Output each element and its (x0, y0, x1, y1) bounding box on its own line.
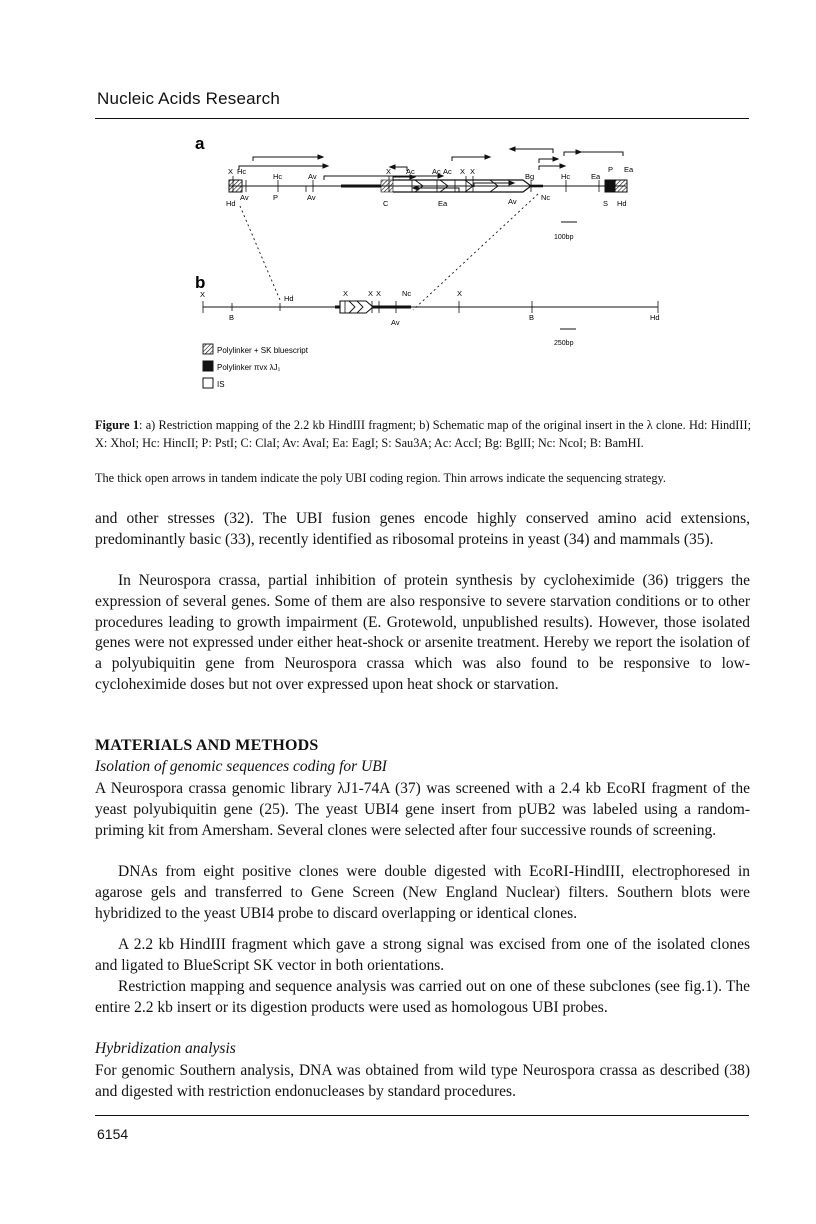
map-b (203, 301, 658, 313)
svg-text:Av: Av (240, 193, 249, 202)
paragraph: A 2.2 kb HindIII fragment which gave a strong signal was excised from one of the isolated clones and ligated to BlueScript SK vector in both orientations. (95, 936, 750, 974)
svg-text:Ac: Ac (406, 167, 415, 176)
caption-text: : a) Restriction mapping of the 2.2 kb HindIII fragment; b) Schematic map of the original insert in the λ clone. Hd: HindIII; X: XhoI; Hc: HincII; P: PstI; C: ClaI; Av: AvaI; Ea: EagI; S: Sau3A; Ac: AccI; Bg: BglII; Nc: NcoI; B: BamHI. (95, 418, 751, 450)
svg-text:Bg: Bg (525, 172, 535, 181)
svg-text:Av: Av (508, 197, 517, 206)
panel-b-label: b (195, 273, 206, 292)
figure-1 (95, 120, 755, 400)
subsection-heading: Isolation of genomic sequences coding for UBI (95, 758, 387, 775)
svg-text:Av: Av (391, 318, 400, 327)
svg-text:Hc: Hc (561, 172, 571, 181)
svg-text:X: X (228, 167, 234, 176)
journal-title: Nucleic Acids Research (97, 89, 280, 108)
header-rule (95, 118, 749, 119)
scale-a-label: 100bp (554, 234, 574, 241)
sites-b (200, 289, 660, 327)
svg-text:Nc: Nc (541, 193, 551, 202)
subsection-heading: Hybridization analysis (95, 1040, 236, 1057)
svg-text:Nc: Nc (402, 289, 412, 298)
paragraph: Restriction mapping and sequence analysis was carried out on one of these subclones (see fig.1). The entire 2.2 kb insert or its digestion products were used as homologous UBI probes. (95, 978, 750, 1016)
footer-rule (95, 1115, 749, 1116)
caption-label: Figure 1 (95, 418, 140, 432)
svg-text:X: X (376, 289, 382, 298)
svg-text:Hc: Hc (273, 172, 283, 181)
svg-text:Ea: Ea (438, 199, 448, 208)
svg-text:Hd: Hd (284, 294, 294, 303)
svg-text:X: X (368, 289, 374, 298)
legend-item-is: IS (217, 380, 225, 389)
paragraph: DNAs from eight positive clones were double digested with EcoRI-HindIII, electrophoresed in agarose gels and transferred to Gene Screen (New England Nuclear) filters. Southern blots were hybridized to the yeast UBI4 probe to discard overlapping or identical clones. (95, 863, 750, 922)
figure-legend (203, 344, 309, 389)
mapping-lines (240, 194, 538, 310)
svg-text:X: X (200, 290, 206, 299)
svg-text:Ea: Ea (624, 165, 634, 174)
panel-a-label: a (195, 134, 205, 153)
svg-text:Hd: Hd (650, 313, 660, 322)
svg-text:X: X (470, 167, 476, 176)
page-number: 6154 (97, 1126, 129, 1142)
legend-item-polylinker-sk: Polylinker + SK bluescript (217, 346, 308, 355)
svg-text:Ac: Ac (432, 167, 441, 176)
svg-text:B: B (529, 313, 535, 322)
svg-text:Hd: Hd (226, 199, 236, 208)
scale-b-label: 250bp (554, 340, 574, 347)
sequencing-arrows (239, 147, 623, 192)
svg-text:Av: Av (307, 193, 316, 202)
svg-text:X: X (343, 289, 349, 298)
svg-text:B: B (229, 313, 235, 322)
svg-text:S: S (603, 199, 609, 208)
figure-caption (95, 417, 751, 452)
paragraph: In Neurospora crassa, partial inhibition of protein synthesis by cycloheximide (36) triggers the expression of several genes. Some of them are also responsive to severe starvation conditions or to other procedures leading to growth impairment (E. Grotewold, unpublished results). However, those isolated genes were not expressed under either heat-shock or arsenite treatment. Hereby we report the isolation of a polyubiquitin gene from Neurospora crassa which was also found to be responsive to low-cycloheximide doses but not over expressed upon heat shock or starvation. (95, 572, 750, 693)
section-heading: MATERIALS AND METHODS (95, 737, 319, 754)
paragraph: and other stresses (32). The UBI fusion genes encode highly conserved amino acid extensions, predominantly basic (33), recently identified as ribosomal proteins in yeast (34) and mammals (35). (95, 510, 750, 548)
legend-item-polylinker-lambda: Polylinker πvx λJ₁ (217, 363, 281, 372)
svg-text:Av: Av (308, 172, 317, 181)
svg-text:P: P (608, 165, 614, 174)
svg-text:Ac: Ac (443, 167, 452, 176)
svg-text:X: X (457, 289, 463, 298)
svg-text:Ea: Ea (591, 172, 601, 181)
svg-text:X: X (460, 167, 466, 176)
svg-text:Hd: Hd (617, 199, 627, 208)
paragraph: For genomic Southern analysis, DNA was obtained from wild type Neurospora crassa as described (38) and digested with restriction endonucleases by standard procedures. (95, 1062, 750, 1100)
svg-text:Hc: Hc (237, 167, 247, 176)
caption-note: The thick open arrows in tandem indicate the poly UBI coding region. Thin arrows indicate the sequencing strategy. (95, 471, 666, 485)
svg-text:P: P (273, 193, 279, 202)
paragraph: A Neurospora crassa genomic library λJ1-74A (37) was screened with a 2.4 kb EcoRI fragment of the yeast polyubiquitin gene (25). The yeast UBI4 gene insert from pUB2 was labeled using a random-priming kit from Amersham. Several clones were selected after four successive rounds of screening. (95, 780, 750, 839)
svg-text:X: X (386, 167, 392, 176)
svg-text:C: C (383, 199, 389, 208)
